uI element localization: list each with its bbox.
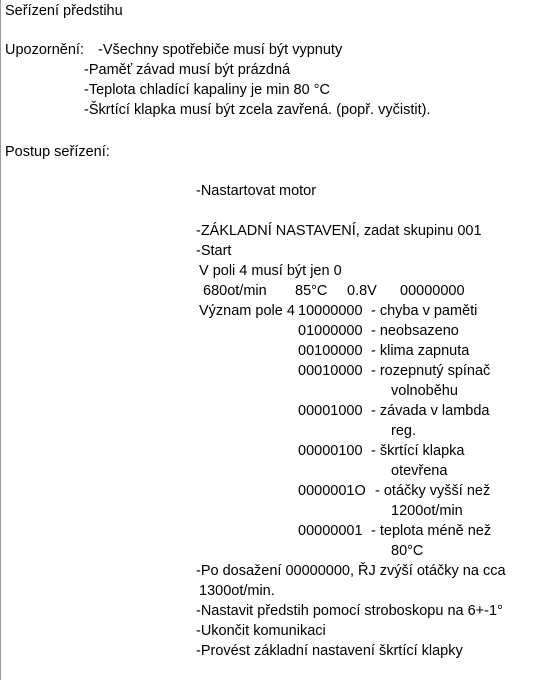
code-value: 0000001O: [298, 483, 366, 499]
field4-note: V poli 4 musí být jen 0: [199, 263, 342, 279]
code-desc: - závada v lambda: [371, 403, 490, 419]
warning-item: -Paměť závad musí být prázdná: [84, 62, 291, 78]
step-after-cont: 1300ot/min.: [199, 583, 275, 599]
code-desc-cont: reg.: [391, 423, 416, 439]
code-value: 00000001: [298, 523, 363, 539]
code-desc: - klima zapnuta: [371, 343, 470, 359]
step-basic-setting: -ZÁKLADNÍ NASTAVENÍ, zadat skupinu 001: [196, 223, 482, 239]
code-desc: - neobsazeno: [371, 323, 459, 339]
code-value: 10000000: [298, 303, 363, 319]
code-desc-cont: otevřena: [391, 463, 448, 479]
code-value: 00010000: [298, 363, 363, 379]
code-desc: - rozepnutý spínač: [371, 363, 491, 379]
step-start-engine: -Nastartovat motor: [196, 183, 317, 199]
code-desc-cont: 1200ot/min: [391, 503, 463, 519]
readout-field4: 00000000: [400, 283, 465, 299]
readout-voltage: 0.8V: [347, 283, 377, 299]
step-timing: -Nastavit předstih pomocí stroboskopu na 6+-1°: [196, 603, 503, 619]
readout-temp: 85°C: [295, 283, 328, 299]
code-value: 01000000: [298, 323, 363, 339]
code-value: 00001000: [298, 403, 363, 419]
warning-item: -Škrtící klapka musí být zcela zavřená. (popř. vyčistit).: [84, 102, 431, 118]
code-desc: - otáčky vyšší než: [375, 483, 491, 499]
code-desc-cont: 80°C: [391, 543, 424, 559]
warning-item: -Teplota chladící kapaliny je min 80 °C: [84, 82, 330, 98]
step-end-communication: -Ukončit komunikaci: [196, 623, 326, 639]
meaning-label: Význam pole 4: [199, 303, 295, 319]
readout-rpm: 680ot/min: [203, 283, 267, 299]
warning-item: -Všechny spotřebiče musí být vypnuty: [98, 42, 343, 58]
step-throttle-setting: -Provést základní nastavení škrtící klapky: [196, 643, 463, 659]
document-title: Seřízení předstihu: [5, 3, 123, 19]
code-desc: - škrtící klapka: [371, 443, 465, 459]
warning-label: Upozornění:: [5, 42, 84, 58]
step-start: -Start: [196, 243, 232, 259]
code-desc: - teplota méně než: [371, 523, 492, 539]
code-value: 00100000: [298, 343, 363, 359]
step-after: -Po dosažení 00000000, ŘJ zvýší otáčky na cca: [196, 563, 506, 579]
code-desc: - chyba v paměti: [371, 303, 478, 319]
left-border: [0, 0, 1, 680]
code-value: 00000100: [298, 443, 363, 459]
procedure-label: Postup seřízení:: [5, 144, 110, 160]
code-desc-cont: volnoběhu: [391, 383, 458, 399]
